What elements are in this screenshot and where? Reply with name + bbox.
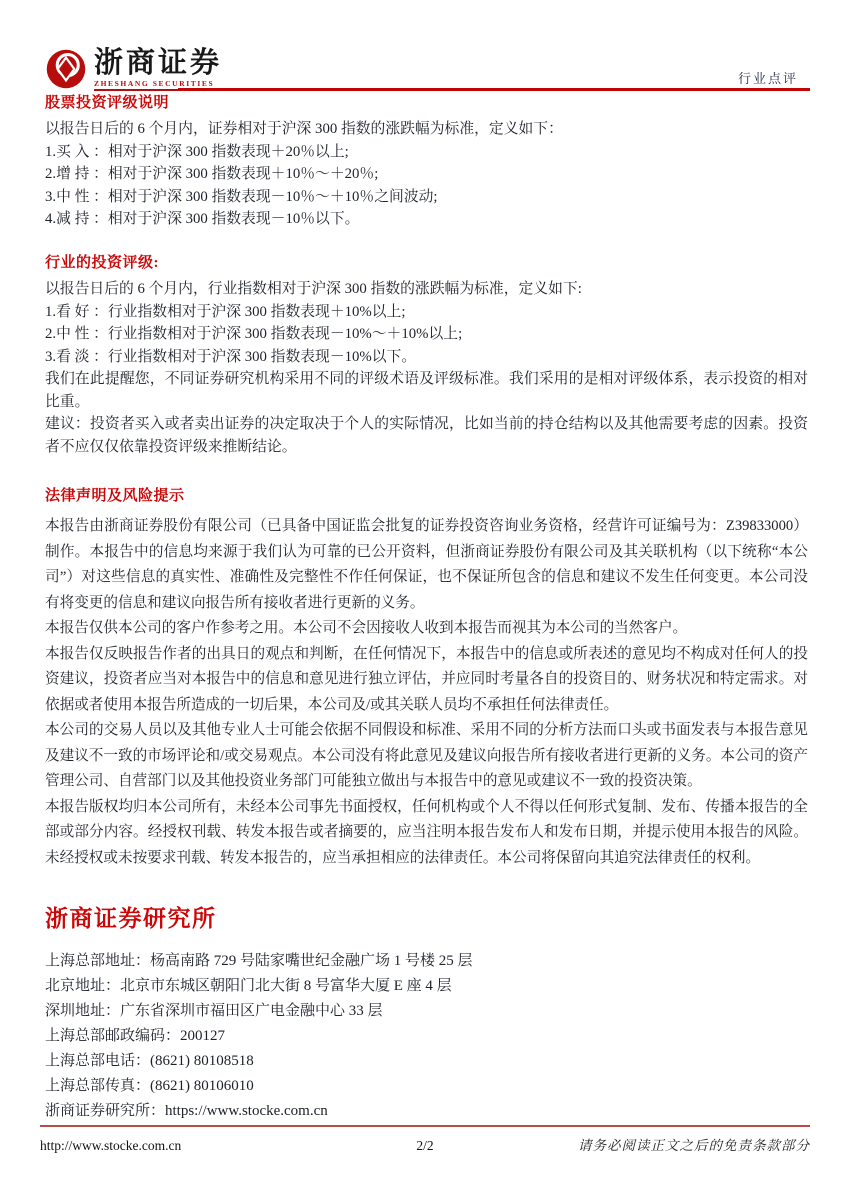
stock-rating-title: 股票投资评级说明 (45, 95, 170, 111)
contact-line-shenzhen-address: 深圳地址：广东省深圳市福田区广电金融中心 33 层 (45, 1002, 383, 1019)
rating-item: 3.看 淡 ：行业指数相对于沪深 300 指数表现－10%以下。 (45, 348, 417, 365)
rating-item: 1.买 入 ：相对于沪深 300 指数表现＋20％以上; (45, 143, 349, 160)
footer-disclaimer-note: 请务必阅读正文之后的免责条款部分 (578, 1138, 811, 1153)
legal-paragraphs (45, 514, 808, 871)
rating-item: 1.看 好 ：行业指数相对于沪深 300 指数表现＋10%以上; (45, 303, 406, 320)
rating-item: 2.中 性 ：行业指数相对于沪深 300 指数表现－10%～＋10%以上; (45, 326, 463, 342)
contact-line-phone: 上海总部电话：(8621) 80108518 (45, 1052, 254, 1069)
research-institute-section (45, 905, 808, 1124)
brand-text (94, 48, 222, 91)
footer-divider (40, 1125, 810, 1128)
legal-disclaimer-section (45, 486, 808, 871)
stock-rating-section (45, 93, 808, 231)
page-footer (40, 1125, 810, 1155)
rating-item: 4.减 持 ：相对于沪深 300 指数表现－10％以下。 (45, 211, 360, 228)
rating-advice: 建议：投资者买入或者卖出证券的决定取决于个人的实际情况，比如当前的持仓结构以及其他需要考虑的因素。投资者不应仅仅依靠投资评级来推断结论。 (45, 416, 808, 455)
rating-item: 3.中 性 ：相对于沪深 300 指数表现－10％～＋10％之间波动; (45, 188, 438, 205)
legal-paragraph: 本报告仅反映报告作者的出具日的观点和判断，在任何情况下，本报告中的信息或所表述的意见均不构成对任何人的投资建议，投资者应当对本报告中的信息和意见进行独立评估，并应同时考量各自的投资目的、财务状况和特定需求。对依据或者使用本报告所造成的一切后果，本公司及/或其关联人员均不承担任何法律责任。 (45, 645, 808, 713)
contact-line-beijing-address: 北京地址：北京市东城区朝阳门北大街 8 号富华大厦 E 座 4 层 (45, 977, 452, 994)
industry-rating-section (45, 253, 808, 458)
page-number: 2/2 (416, 1138, 434, 1153)
rating-note: 我们在此提醒您，不同证券研究机构采用不同的评级术语及评级标准。我们采用的是相对评级体系，表示投资的相对比重。 (45, 371, 808, 410)
legal-paragraph: 本报告由浙商证券股份有限公司（已具备中国证监会批复的证券投资咨询业务资格，经营许可证编号为：Z39833000）制作。本报告中的信息均来源于我们认为可靠的已公开资料，但浙商证券股份有限公司及其关联机构（以下统称“本公司”）对这些信息的真实性、准确性及完整性不作任何保证，也不保证所包含的信息和建议不发生任何变更。本公司没有将变更的信息和建议向报告所有接收者进行更新的义务。 (45, 518, 808, 611)
legal-paragraph: 本报告仅供本公司的客户作参考之用。本公司不会因接收人收到本报告而视其为本公司的当然客户。 (45, 620, 688, 637)
industry-rating-intro: 以报告日后的 6 个月内，行业指数相对于沪深 300 指数的涨跌幅为标准，定义如下: (45, 281, 582, 297)
legal-paragraph: 本公司的交易人员以及其他专业人士可能会依据不同假设和标准、采用不同的分析方法而口头或书面发表与本报告意见及建议不一致的市场评论和/或交易观点。本公司没有将此意见及建议向报告所有接收者进行更新的义务。本公司的资产管理公司、自营部门以及其他投资业务部门可能独立做出与本报告中的意见或建议不一致的投资决策。 (45, 722, 808, 790)
legal-title: 法律声明及风险提示 (45, 488, 185, 504)
contact-line-postcode: 上海总部邮政编码：200127 (45, 1027, 226, 1044)
zheshang-logo-icon (45, 48, 87, 90)
footer-website-link[interactable]: http://www.stocke.com.cn (40, 1138, 182, 1153)
page-header (45, 48, 810, 94)
contact-line-website[interactable]: 浙商证券研究所：https://www.stocke.com.cn (45, 1102, 328, 1119)
brand-name-cn: 浙商证券 (94, 47, 223, 79)
header-divider (178, 88, 810, 91)
rating-item: 2.增 持 ：相对于沪深 300 指数表现＋10％～＋20％; (45, 166, 379, 183)
industry-rating-title: 行业的投资评级: (45, 254, 159, 271)
contact-line-shanghai-address: 上海总部地址：杨高南路 729 号陆家嘴世纪金融广场 1 号楼 25 层 (45, 952, 473, 969)
brand-block (45, 48, 810, 91)
institute-title: 浙商证券研究所 (45, 906, 217, 932)
brand-name-en: ZHESHANG SECURITIES (94, 79, 214, 91)
report-type-label: 行业点评 (737, 71, 798, 86)
stock-rating-intro: 以报告日后的 6 个月内，证券相对于沪深 300 指数的涨跌幅为标准，定义如下： (45, 121, 563, 138)
institute-contact-list (45, 949, 808, 1124)
report-body (45, 93, 808, 1124)
footer-row (40, 1134, 810, 1154)
legal-paragraph: 本报告版权均归本公司所有，未经本公司事先书面授权，任何机构或个人不得以任何形式复制、发布、传播本报告的全部或部分内容。经授权刊载、转发本报告或者摘要的，应当注明本报告发布人和发布日期，并提示使用本报告的风险。未经授权或未按要求刊载、转发本报告的，应当承担相应的法律责任。本公司将保留向其追究法律责任的权利。 (45, 798, 808, 866)
contact-line-fax: 上海总部传真：(8621) 80106010 (45, 1077, 254, 1094)
